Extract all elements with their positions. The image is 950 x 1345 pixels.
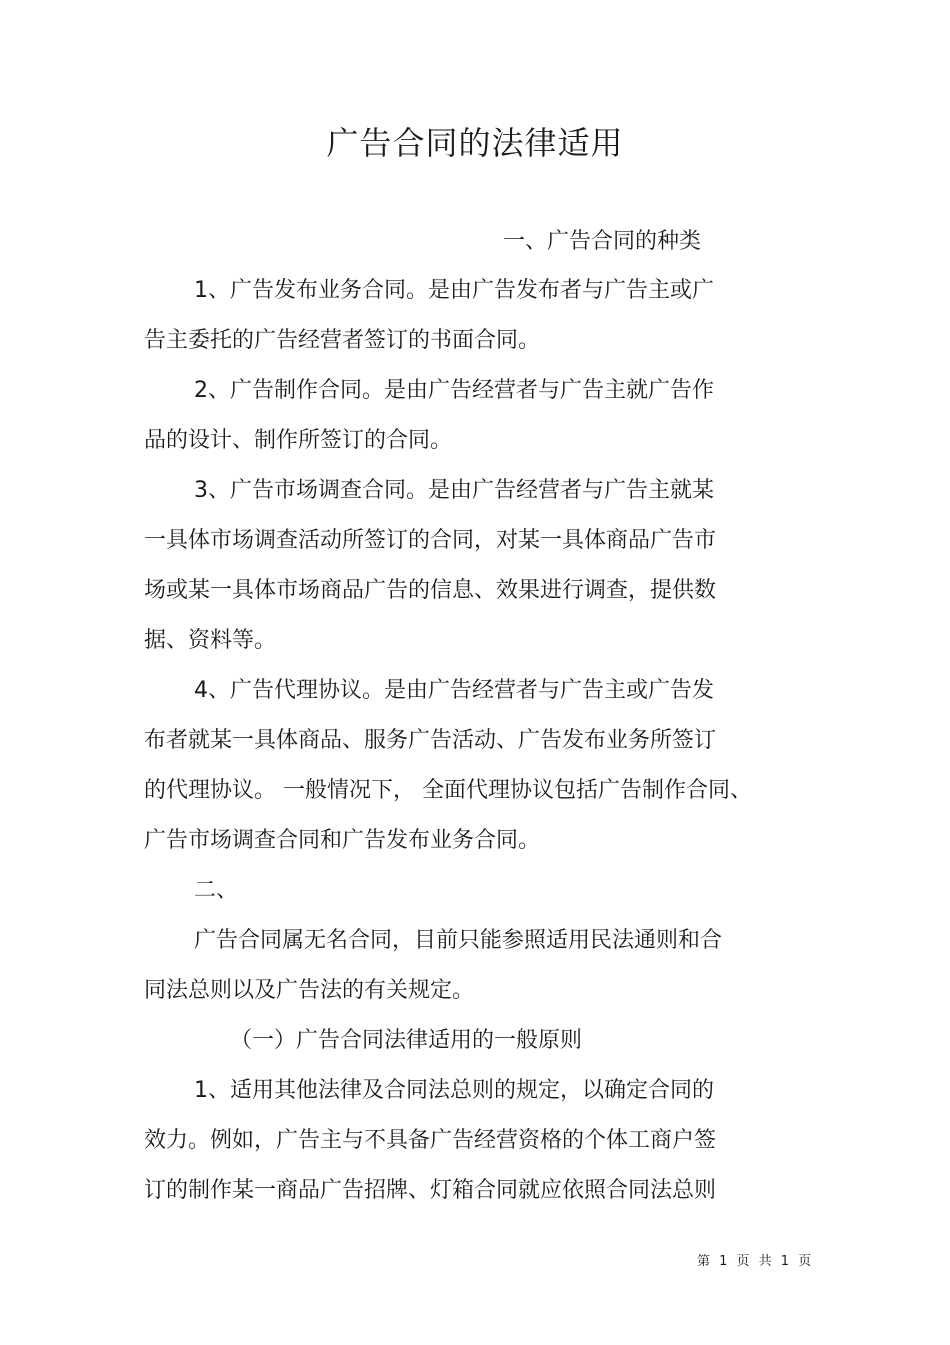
paragraph-line: 3、广告市场调查合同。是由广告经营者与广告主就某 [194, 478, 714, 503]
paragraph-line: 布者就某一具体商品、服务广告活动、广告发布业务所签订 [144, 728, 717, 753]
page-number: 第 1 页 共 1 页 [697, 1254, 812, 1269]
paragraph-line: 一具体市场调查活动所签订的合同，对某一具体商品广告市 [144, 528, 717, 553]
paragraph-line: 场或某一具体市场商品广告的信息、效果进行调查，提供数 [144, 578, 717, 603]
document-title: 广告合同的法律适用 [326, 124, 624, 162]
paragraph-line: 据、资料等。 [144, 628, 277, 653]
paragraph-line: 效力。例如，广告主与不具备广告经营资格的个体工商户签 [144, 1128, 717, 1153]
paragraph-line: 2、广告制作合同。是由广告经营者与广告主就广告作 [194, 378, 714, 403]
paragraph-line: 同法总则以及广告法的有关规定。 [144, 978, 475, 1003]
paragraph-line: 品的设计、制作所签订的合同。 [144, 428, 453, 453]
paragraph-line: 告主委托的广告经营者签订的书面合同。 [144, 328, 541, 353]
paragraph-line: 订的制作某一商品广告招牌、灯箱合同就应依照合同法总则 [144, 1178, 717, 1203]
paragraph-line: 广告市场调查合同和广告发布业务合同。 [144, 828, 541, 853]
paragraph-line: 1、广告发布业务合同。是由广告发布者与广告主或广 [194, 278, 714, 303]
paragraph-line: 的代理协议。 一般情况下， 全面代理协议包括广告制作合同、 [144, 778, 752, 803]
subsection-heading: （一）广告合同法律适用的一般原则 [230, 1028, 583, 1053]
section-heading: 二、 [194, 878, 239, 903]
paragraph-line: 4、广告代理协议。是由广告经营者与广告主或广告发 [194, 678, 714, 703]
paragraph-line: 1、适用其他法律及合同法总则的规定，以确定合同的 [194, 1078, 714, 1103]
paragraph-line: 广告合同属无名合同，目前只能参照适用民法通则和合 [194, 928, 723, 953]
section-heading: 一、广告合同的种类 [503, 229, 702, 254]
